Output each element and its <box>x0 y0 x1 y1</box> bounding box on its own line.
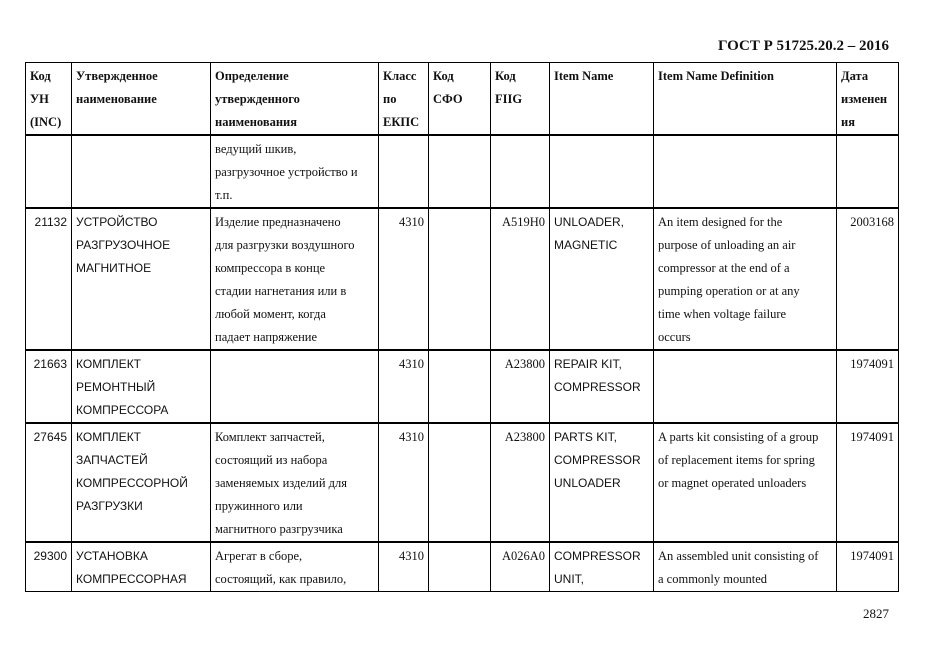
class-cell <box>379 423 429 542</box>
approved-name-cell <box>72 350 211 423</box>
cell-line: компрессора в конце <box>215 261 326 275</box>
cell-line: 4310 <box>399 549 424 563</box>
cell-line: COMPRESSOR <box>554 453 641 467</box>
cell-line: разгрузочное устройство и <box>215 165 358 179</box>
cell-line: UNLOADER, <box>554 215 625 229</box>
header-line: ЕКПС <box>383 115 420 129</box>
cell-line: 2003168 <box>850 215 894 229</box>
cell-line: падает напряжение <box>215 330 317 344</box>
cell-line: A519H0 <box>501 215 545 229</box>
cell-line: состоящий из набора <box>215 453 328 467</box>
cell-line: COMPRESSOR <box>554 380 641 394</box>
cell-line: пружинного или <box>215 499 303 513</box>
header-line: (INC) <box>30 115 62 129</box>
cell-line: or magnet operated unloaders <box>658 476 807 490</box>
page-number: 2827 <box>863 606 889 621</box>
cell-line: UNIT, <box>554 572 584 586</box>
cell-line: An assembled unit consisting of <box>658 549 819 563</box>
header-class <box>379 63 429 136</box>
header-sfo <box>429 63 491 136</box>
inc-cell <box>26 542 72 592</box>
fiig-cell <box>491 135 550 208</box>
cell-line: 29300 <box>33 549 67 563</box>
header-line: наименования <box>215 115 298 129</box>
approved-name-cell <box>72 423 211 542</box>
cell-line: КОМПРЕССОРА <box>76 403 169 417</box>
cell-line: A23800 <box>504 430 545 444</box>
table-row <box>26 542 899 592</box>
cell-line: состоящий, как правило, <box>215 572 347 586</box>
cell-line: UNLOADER <box>554 476 621 490</box>
cell-line: 21663 <box>33 357 67 371</box>
item-name-definition-cell <box>654 208 837 350</box>
cell-line: a commonly mounted <box>658 572 768 586</box>
cell-line: An item designed for the <box>658 215 783 229</box>
cell-line: MAGNETIC <box>554 238 618 252</box>
approved-name-cell <box>72 135 211 208</box>
cell-line: КОМПРЕССОРНОЙ <box>76 476 188 490</box>
change-date-cell <box>837 135 899 208</box>
item-name-cell <box>550 542 654 592</box>
cell-line: Агрегат в сборе, <box>215 549 303 563</box>
cell-line: для разгрузки воздушного <box>215 238 355 252</box>
header-change-date <box>837 63 899 136</box>
fiig-cell <box>491 208 550 350</box>
header-line: Код <box>495 69 516 83</box>
cell-line: A parts kit consisting of a group <box>658 430 819 444</box>
inc-cell <box>26 208 72 350</box>
fiig-cell <box>491 350 550 423</box>
table-row <box>26 423 899 542</box>
header-item-name-definition <box>654 63 837 136</box>
cell-line: 1974091 <box>850 430 894 444</box>
cell-line: УСТАНОВКА <box>76 549 148 563</box>
sfo-cell <box>429 423 491 542</box>
cell-line: time when voltage failure <box>658 307 787 321</box>
inc-cell <box>26 135 72 208</box>
change-date-cell <box>837 350 899 423</box>
cell-line: 1974091 <box>850 357 894 371</box>
catalog-table <box>25 62 899 592</box>
header-line: Код <box>433 69 454 83</box>
document-title: ГОСТ Р 51725.20.2 – 2016 <box>717 38 889 54</box>
cell-line: PARTS KIT, <box>554 430 617 444</box>
header-definition <box>211 63 379 136</box>
class-cell <box>379 350 429 423</box>
cell-line: РЕМОНТНЫЙ <box>76 380 156 394</box>
cell-line: of replacement items for spring <box>658 453 815 467</box>
header-line: утвержденного <box>215 92 300 106</box>
sfo-cell <box>429 542 491 592</box>
cell-line: МАГНИТНОЕ <box>76 261 152 275</box>
cell-line: РАЗГРУЗОЧНОЕ <box>76 238 171 252</box>
class-cell <box>379 135 429 208</box>
cell-line: КОМПРЕССОРНАЯ <box>76 572 187 586</box>
header-line: изменен <box>841 92 888 106</box>
header-line: СФО <box>433 92 463 106</box>
header-line: Класс <box>383 69 417 83</box>
header-fiig <box>491 63 550 136</box>
cell-line: магнитного разгрузчика <box>215 522 343 536</box>
header-line: ия <box>841 115 855 129</box>
header-line: Item Name Definition <box>658 69 774 83</box>
inc-cell <box>26 350 72 423</box>
sfo-cell <box>429 135 491 208</box>
definition-cell <box>211 423 379 542</box>
header-line: Item Name <box>554 69 614 83</box>
item-name-definition-cell <box>654 423 837 542</box>
change-date-cell <box>837 542 899 592</box>
header-line: Дата <box>841 69 869 83</box>
cell-line: стадии нагнетания или в <box>215 284 347 298</box>
item-name-cell <box>550 423 654 542</box>
approved-name-cell <box>72 208 211 350</box>
item-name-definition-cell <box>654 135 837 208</box>
cell-line: 1974091 <box>850 549 894 563</box>
cell-line: pumping operation or at any <box>658 284 800 298</box>
definition-cell <box>211 208 379 350</box>
cell-line: 21132 <box>34 215 67 229</box>
cell-line: purpose of unloading an air <box>658 238 796 252</box>
cell-line: 4310 <box>399 215 424 229</box>
table-header-row <box>26 63 899 136</box>
class-cell <box>379 542 429 592</box>
cell-line: ведущий шкив, <box>215 142 297 156</box>
cell-line: A23800 <box>504 357 545 371</box>
table-row <box>26 135 899 208</box>
header-line: по <box>383 92 397 106</box>
cell-line: КОМПЛЕКТ <box>76 430 142 444</box>
cell-line: A026A0 <box>501 549 545 563</box>
cell-line: т.п. <box>215 188 233 202</box>
fiig-cell <box>491 423 550 542</box>
cell-line: Изделие предназначено <box>215 215 341 229</box>
sfo-cell <box>429 350 491 423</box>
item-name-definition-cell <box>654 350 837 423</box>
change-date-cell <box>837 423 899 542</box>
table-row <box>26 208 899 350</box>
definition-cell <box>211 135 379 208</box>
table-row <box>26 350 899 423</box>
cell-line: occurs <box>658 330 691 344</box>
item-name-definition-cell <box>654 542 837 592</box>
header-approved-name <box>72 63 211 136</box>
header-line: FIIG <box>495 92 523 106</box>
cell-line: любой момент, когда <box>215 307 326 321</box>
item-name-cell <box>550 208 654 350</box>
approved-name-cell <box>72 542 211 592</box>
cell-line: COMPRESSOR <box>554 549 641 563</box>
item-name-cell <box>550 135 654 208</box>
definition-cell <box>211 542 379 592</box>
inc-cell <box>26 423 72 542</box>
header-line: УН <box>30 92 49 106</box>
cell-line: УСТРОЙСТВО <box>76 215 158 229</box>
header-inc <box>26 63 72 136</box>
cell-line: REPAIR KIT, <box>554 357 622 371</box>
table-body <box>26 135 899 592</box>
cell-line: compressor at the end of a <box>658 261 790 275</box>
cell-line: 4310 <box>399 430 424 444</box>
fiig-cell <box>491 542 550 592</box>
cell-line: 4310 <box>399 357 424 371</box>
item-name-cell <box>550 350 654 423</box>
definition-cell <box>211 350 379 423</box>
change-date-cell <box>837 208 899 350</box>
header-line: Утвержденное <box>76 69 158 83</box>
sfo-cell <box>429 208 491 350</box>
header-line: наименование <box>76 92 157 106</box>
cell-line: РАЗГРУЗКИ <box>76 499 143 513</box>
cell-line: Комплект запчастей, <box>215 430 325 444</box>
header-line: Определение <box>215 69 289 83</box>
cell-line: ЗАПЧАСТЕЙ <box>76 453 148 467</box>
cell-line: КОМПЛЕКТ <box>76 357 142 371</box>
cell-line: заменяемых изделий для <box>215 476 348 490</box>
header-line: Код <box>30 69 51 83</box>
class-cell <box>379 208 429 350</box>
header-item-name <box>550 63 654 136</box>
cell-line: 27645 <box>33 430 67 444</box>
